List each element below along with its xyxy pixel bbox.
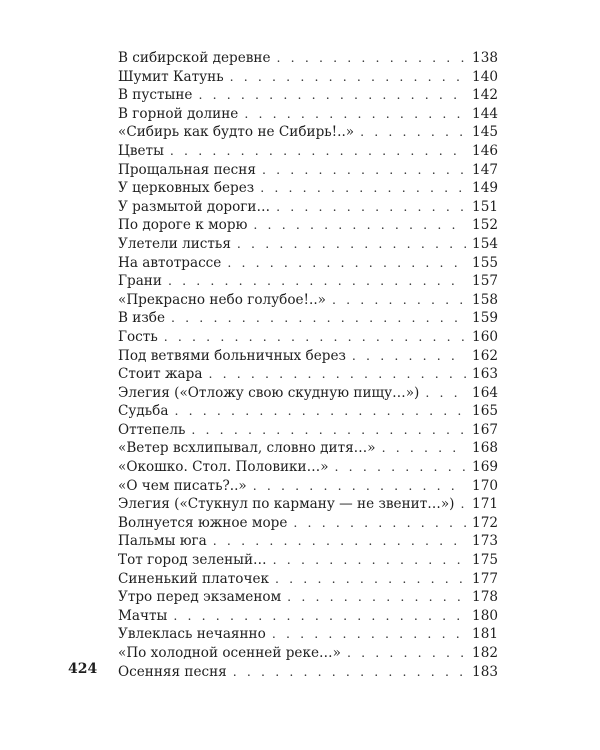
- toc-entry-page: 169: [472, 459, 498, 476]
- toc-entry: [118, 49, 498, 68]
- dot-leader: [244, 105, 466, 124]
- toc-entry: [118, 105, 498, 124]
- toc-entry-page: 172: [472, 514, 498, 531]
- toc-entry-page: 168: [472, 440, 498, 457]
- toc-entry-title: На автотрассе: [118, 254, 222, 271]
- toc-entry: [118, 495, 498, 514]
- toc-entry-title: Пальмы юга: [118, 533, 207, 550]
- dot-leader: [335, 458, 467, 477]
- dot-leader: [191, 421, 466, 440]
- toc-entry: [118, 477, 498, 496]
- toc-entry: [118, 123, 498, 142]
- toc-entry-title: В избе: [118, 310, 166, 327]
- dot-leader: [253, 477, 466, 496]
- dot-leader: [352, 347, 466, 366]
- toc-entry-title: Синенький платочек: [118, 570, 269, 587]
- toc-entry-title: В сибирской деревне: [118, 50, 271, 66]
- toc-entry: [118, 625, 498, 644]
- dot-leader: [332, 291, 466, 310]
- dot-leader: [171, 309, 466, 328]
- toc-entry-title: По дороге к морю: [118, 217, 248, 234]
- toc-entry-page: 181: [472, 626, 498, 643]
- dot-leader: [213, 532, 466, 551]
- toc-entry-page: 147: [472, 161, 498, 178]
- toc-entry: [118, 198, 498, 217]
- toc-entry-title: «Прекрасно небо голубое!..»: [118, 291, 326, 308]
- toc-entry-title: Прощальная песня: [118, 161, 256, 178]
- dot-leader: [273, 551, 466, 570]
- toc-entry-page: 149: [472, 180, 498, 197]
- dot-leader: [275, 570, 466, 589]
- toc-entry: [118, 532, 498, 551]
- toc-entry-title: «По холодной осенней реке…»: [118, 645, 341, 661]
- toc-entry: [118, 309, 498, 328]
- toc-entry: [118, 68, 498, 87]
- toc-entry-page: 157: [472, 273, 498, 290]
- toc-entry-title: «Окошко. Стол. Половики…»: [118, 459, 329, 476]
- dot-leader: [277, 49, 467, 68]
- toc-entry: [118, 663, 498, 682]
- toc-entry-page: 163: [472, 366, 498, 383]
- toc-entry-title: «О чем писать?..»: [118, 477, 247, 494]
- dot-leader: [227, 254, 466, 273]
- dot-leader: [170, 142, 466, 161]
- toc-entry-title: Элегия («Стукнул по карману — не звенит…»): [118, 496, 455, 513]
- toc-entry-page: 180: [472, 607, 498, 624]
- toc-entry-title: Цветы: [118, 142, 164, 159]
- toc-entry-title: «Ветер всхлипывал, словно дитя…»: [118, 440, 376, 457]
- toc-entry-page: 145: [472, 124, 498, 141]
- toc-entry-page: 165: [472, 403, 498, 420]
- toc-entry-page: 159: [472, 310, 498, 327]
- toc-entry-page: 182: [472, 645, 498, 661]
- toc-entry-title: Утро перед экзаменом: [118, 589, 282, 606]
- toc-entry-title: Стоит жара: [118, 366, 203, 383]
- toc-entry-page: 154: [472, 235, 498, 252]
- toc-entry: [118, 644, 498, 663]
- dot-leader: [208, 365, 466, 384]
- toc-entry: [118, 365, 498, 384]
- toc-entry-page: 177: [472, 570, 498, 587]
- toc-entry: [118, 235, 498, 254]
- toc-entry: [118, 439, 498, 458]
- toc-entry: [118, 514, 498, 533]
- toc-entry-page: 173: [472, 533, 498, 550]
- toc-entry: [118, 291, 498, 310]
- toc-entry: [118, 551, 498, 570]
- toc-entry-page: 138: [472, 50, 498, 66]
- dot-leader: [360, 123, 466, 142]
- toc-entry: [118, 179, 498, 198]
- toc-entry-title: Тот город зеленый…: [118, 552, 267, 569]
- dot-leader: [262, 161, 466, 180]
- toc-entry-page: 158: [472, 291, 498, 308]
- toc-entry-page: 167: [472, 421, 498, 438]
- dot-leader: [347, 644, 466, 663]
- dot-leader: [253, 216, 466, 235]
- toc-entry: [118, 142, 498, 161]
- dot-leader: [237, 235, 466, 254]
- toc-entry-title: Осенняя песня: [118, 663, 227, 680]
- toc-entry: [118, 161, 498, 180]
- toc-entry: [118, 402, 498, 421]
- toc-entry-title: Элегия («Отложу свою скудную пищу…»): [118, 384, 420, 401]
- dot-leader: [293, 514, 466, 533]
- toc-entry-page: 164: [472, 384, 498, 401]
- toc-entry: [118, 272, 498, 291]
- toc-entry: [118, 588, 498, 607]
- toc-entry-title: В пустыне: [118, 87, 193, 104]
- toc-entry-title: Волнуется южное море: [118, 514, 288, 531]
- toc-entry-page: 171: [472, 496, 498, 513]
- toc-entry-title: Судьба: [118, 403, 169, 420]
- toc-entry: [118, 328, 498, 347]
- toc-entry: [118, 570, 498, 589]
- toc-entry-page: 152: [472, 217, 498, 234]
- toc-entry-page: 162: [472, 347, 498, 364]
- dot-leader: [382, 439, 466, 458]
- page-number: 424: [68, 661, 98, 677]
- toc-entry-page: 142: [472, 87, 498, 104]
- toc-entry-title: «Сибирь как будто не Сибирь!..»: [118, 124, 355, 141]
- toc-entry: [118, 458, 498, 477]
- toc-entry-title: Улетели листья: [118, 235, 231, 252]
- dot-leader: [276, 198, 466, 217]
- toc-entry-title: Шумит Катунь: [118, 68, 224, 85]
- dot-leader: [168, 272, 466, 291]
- dot-leader: [272, 625, 466, 644]
- toc-entry-title: Грани: [118, 273, 162, 290]
- toc-entry-page: 178: [472, 589, 498, 606]
- toc-entry-page: 140: [472, 68, 498, 85]
- toc-entry-title: Гость: [118, 328, 158, 345]
- toc-entry-title: Мачты: [118, 607, 168, 624]
- dot-leader: [173, 607, 466, 626]
- toc-entry-title: Увлеклась нечаянно: [118, 626, 266, 643]
- toc-entry-title: Оттепель: [118, 421, 186, 438]
- toc-entry-title: У размытой дороги…: [118, 198, 271, 215]
- dot-leader: [164, 328, 466, 347]
- toc-entry: [118, 347, 498, 366]
- toc-entry-page: 146: [472, 142, 498, 159]
- toc-entry-page: 183: [472, 663, 498, 680]
- dot-leader: [233, 663, 466, 682]
- dot-leader: [174, 402, 466, 421]
- toc-entry-title: Под ветвями больничных берез: [118, 347, 346, 364]
- dot-leader: [230, 68, 466, 87]
- toc-entry-page: 160: [472, 328, 498, 345]
- dot-leader: [198, 86, 466, 105]
- toc-entry: [118, 384, 498, 403]
- toc-entry: [118, 421, 498, 440]
- dot-leader: [287, 588, 466, 607]
- toc-entry-page: 144: [472, 105, 498, 122]
- toc-entry-page: 170: [472, 477, 498, 494]
- dot-leader: [260, 179, 466, 198]
- toc-entry-page: 175: [472, 552, 498, 569]
- toc-entry: [118, 254, 498, 273]
- toc-entry-page: 151: [472, 198, 498, 215]
- table-of-contents: [118, 49, 498, 681]
- toc-entry: [118, 216, 498, 235]
- toc-entry-title: В горной долине: [118, 105, 239, 122]
- dot-leader: [425, 384, 466, 403]
- toc-entry: [118, 86, 498, 105]
- toc-entry-page: 155: [472, 254, 498, 271]
- toc-entry: [118, 607, 498, 626]
- toc-entry-title: У церковных берез: [118, 180, 255, 197]
